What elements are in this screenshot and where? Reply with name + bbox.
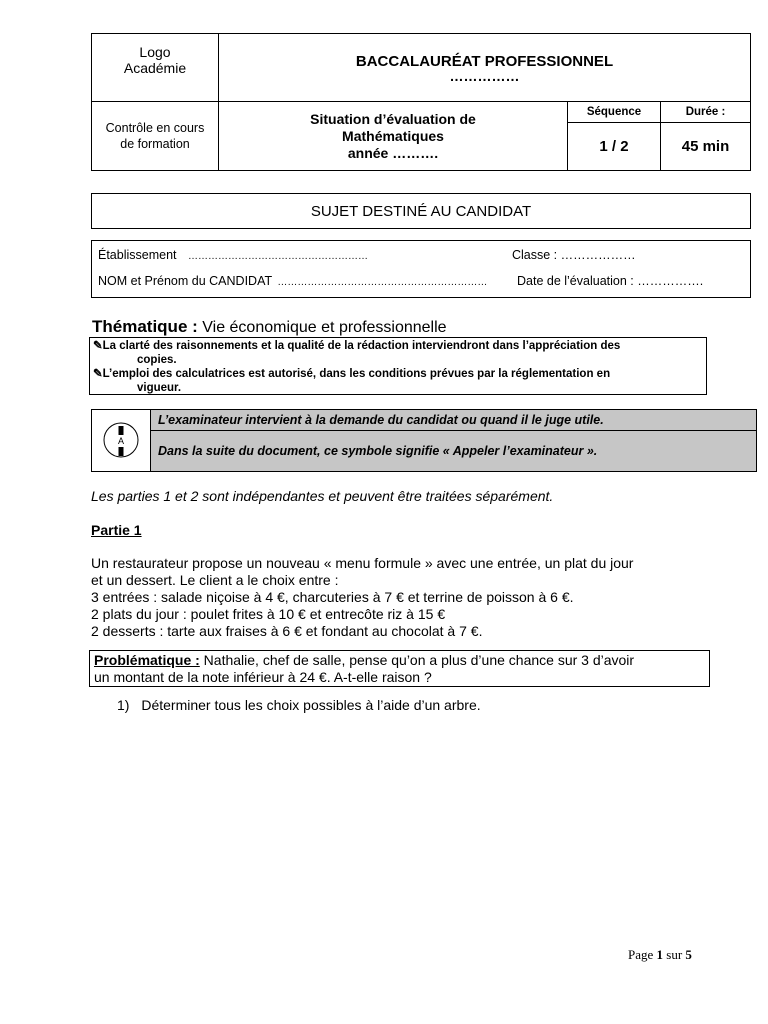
page-of: sur [666, 947, 683, 962]
exam-specialty: …………… [449, 68, 520, 84]
rule-text: L’emploi des calculatrices est autorisé, dans les conditions prévues par la réglementation en [102, 368, 611, 380]
examiner-symbol [92, 410, 151, 471]
question-1 [117, 697, 481, 714]
control-line1: Contrôle en cours [105, 121, 205, 135]
duration-label: Durée : [685, 106, 726, 118]
logo-cell [92, 34, 218, 86]
examiner-row1: L’examinateur intervient à la demande du candidat ou quand il le juge utile. [151, 410, 756, 431]
establishment-dots: ……………………………………………… [188, 251, 368, 262]
candidate-name-field[interactable] [98, 274, 487, 288]
header-table [91, 33, 751, 171]
page-current: 1 [656, 947, 664, 962]
problem-text-1: Nathalie, chef de salle, pense qu’on a plus d’une chance sur 3 d’avoir [199, 652, 635, 668]
problem-box [89, 650, 710, 687]
examiner-box [91, 409, 757, 472]
establishment-label: Établissement [98, 248, 177, 262]
menu-line: 2 desserts : tarte aux fraises à 6 € et fondant au chocolat à 7 €. [91, 623, 483, 639]
exam-title: BACCALAURÉAT PROFESSIONNEL [355, 53, 614, 70]
rule-item [93, 367, 703, 381]
rules-box [89, 337, 707, 395]
control-cell [92, 102, 218, 170]
identification-box [91, 240, 751, 298]
menu-line: Un restaurateur propose un nouveau « menu formule » avec une entrée, un plat du jour [91, 555, 634, 571]
situation-line1: Situation d’évaluation de [310, 110, 476, 127]
menu-description [91, 555, 633, 640]
rule-text: La clarté des raisonnements et la qualité de la rédaction interviendront dans l’appréciation des [102, 340, 621, 352]
establishment-field[interactable] [98, 248, 368, 262]
candidate-banner [91, 193, 751, 229]
sequence-label: Séquence [586, 106, 642, 118]
rule-item [93, 339, 703, 353]
situation-cell [219, 102, 567, 170]
date-field[interactable]: Date de l’évaluation : ……………. [517, 274, 704, 288]
problem-label: Problématique : [94, 652, 200, 668]
control-line2: de formation [120, 137, 190, 151]
rule-continuation: copies. [137, 354, 177, 366]
class-field[interactable]: Classe : ……………… [512, 248, 636, 262]
name-label: NOM et Prénom du CANDIDAT [98, 274, 272, 288]
menu-line: 3 entrées : salade niçoise à 4 €, charcuteries à 7 € et terrine de poisson à 6 €. [91, 589, 574, 605]
exam-title-cell [219, 34, 750, 101]
situation-line2: Mathématiques [342, 127, 444, 144]
problem-text-2: un montant de la note inférieur à 24 €. A-t-elle raison ? [94, 669, 432, 685]
thematique-value: Vie économique et professionnelle [202, 319, 447, 336]
page-number [628, 947, 692, 963]
intro-text: Les parties 1 et 2 sont indépendantes et peuvent être traitées séparément. [91, 488, 554, 504]
examiner-row2: Dans la suite du document, ce symbole signifie « Appeler l’examinateur ». [158, 444, 598, 458]
call-examiner-icon [92, 410, 150, 471]
sequence-value: 1 / 2 [599, 138, 629, 155]
thematique-line [92, 317, 447, 337]
menu-line: et un dessert. Le client a le choix entre : [91, 572, 339, 588]
name-dots: ……………………………………………………… [277, 277, 488, 288]
part1-title: Partie 1 [91, 522, 142, 538]
logo-line2: Académie [123, 60, 187, 76]
banner-title: SUJET DESTINÉ AU CANDIDAT [310, 202, 532, 220]
thematique-label: Thématique : [92, 317, 198, 336]
situation-line3: année ………. [347, 144, 439, 161]
duration-value: 45 min [681, 138, 730, 155]
menu-line: 2 plats du jour : poulet frites à 10 € et entrecôte riz à 15 € [91, 606, 446, 622]
hand-point-icon: ✎ [93, 340, 103, 352]
question-text: Déterminer tous les choix possibles à l’aide d’un arbre. [141, 697, 481, 713]
hand-point-icon: ✎ [93, 368, 103, 380]
question-number: 1) [117, 697, 130, 713]
rule-continuation: vigueur. [137, 382, 182, 394]
page-word: Page [628, 947, 654, 962]
page-total: 5 [685, 947, 692, 962]
logo-line1: Logo [139, 44, 171, 60]
examiner-symbol-letter: A [117, 436, 125, 446]
